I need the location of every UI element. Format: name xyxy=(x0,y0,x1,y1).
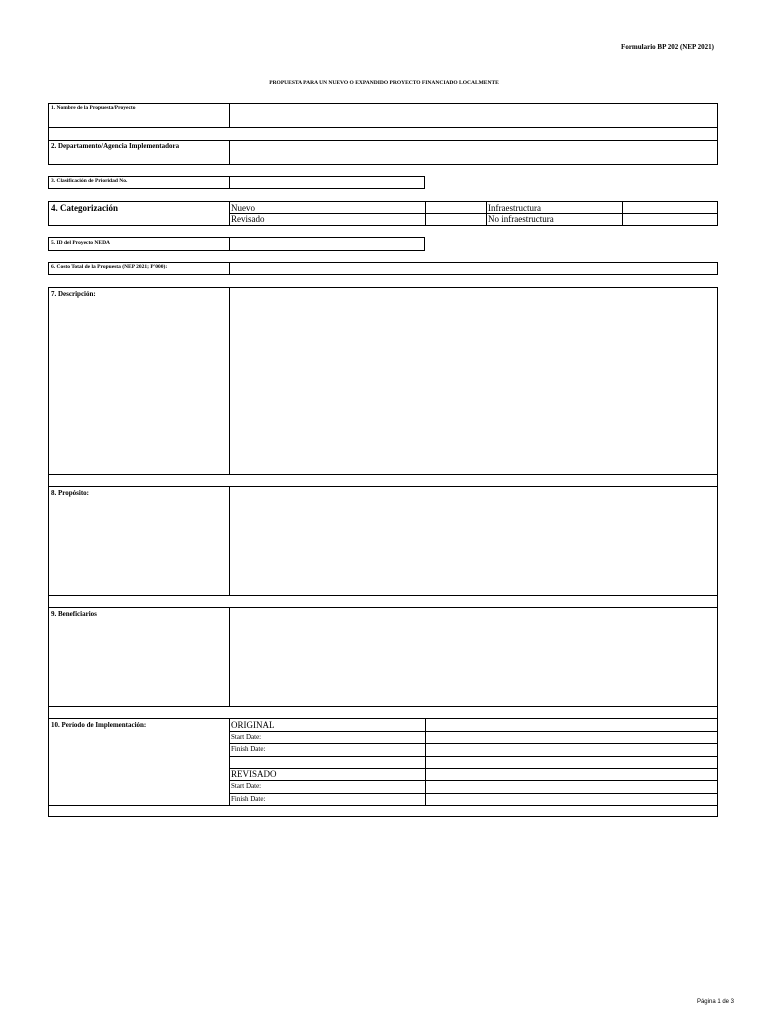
block-total-cost xyxy=(48,262,718,275)
form-code: Formulario BP 202 (NEP 2021) xyxy=(621,43,714,51)
total-cost-input[interactable] xyxy=(231,264,717,274)
revisado-cell[interactable] xyxy=(427,769,717,779)
page-title: PROPUESTA PARA UN NUEVO O EXPANDIDO PROYECTO FINANCIADO LOCALMENTE xyxy=(269,80,499,86)
department-input[interactable] xyxy=(231,141,717,163)
row-label-original: ORIGINAL xyxy=(231,720,275,730)
beneficiaries-textarea[interactable] xyxy=(231,609,717,705)
block-beneficiaries xyxy=(48,607,718,719)
block-neda-id xyxy=(48,237,425,251)
no-infraestructura-check-cell[interactable] xyxy=(624,214,717,224)
neda-id-input[interactable] xyxy=(231,239,424,250)
page-number: Página 1 de 3 xyxy=(696,999,734,1005)
field-label-beneficiaries: 9. Beneficiarios xyxy=(51,610,97,618)
finish-date-revisado-input[interactable] xyxy=(427,794,717,804)
option-infraestructura: Infraestructura xyxy=(488,203,541,213)
field-label-total-cost: 6. Costo Total de la Propuesta (NEP 2021; P'000): xyxy=(51,264,168,270)
row-label-finish-date-original: Finish Date: xyxy=(231,745,266,753)
option-no-infraestructura: No infraestructura xyxy=(488,214,554,224)
field-label-implementation-period: 10. Período de Implementación: xyxy=(51,721,147,729)
block-description xyxy=(48,287,718,487)
finish-date-original-input[interactable] xyxy=(427,744,717,755)
block-priority xyxy=(48,176,425,189)
priority-input[interactable] xyxy=(231,178,424,188)
infraestructura-check-cell[interactable] xyxy=(624,203,717,213)
option-nuevo: Nuevo xyxy=(231,203,255,213)
start-date-original-input[interactable] xyxy=(427,732,717,742)
nuevo-check-cell[interactable] xyxy=(427,203,485,213)
purpose-textarea[interactable] xyxy=(231,488,717,594)
description-textarea[interactable] xyxy=(231,289,717,473)
field-label-priority: 3. Clasificación de Prioridad No. xyxy=(51,178,128,184)
field-label-categorization: 4. Categorización xyxy=(51,203,118,213)
start-date-revisado-input[interactable] xyxy=(427,781,717,792)
row-label-revisado: REVISADO xyxy=(231,769,277,779)
row-label-finish-date-revisado: Finish Date: xyxy=(231,795,266,803)
project-name-input[interactable] xyxy=(231,105,717,126)
spacer-cell[interactable] xyxy=(427,757,717,767)
row-label-start-date-original: Start Date: xyxy=(231,733,262,741)
original-cell[interactable] xyxy=(427,720,717,730)
block-categorization xyxy=(48,201,718,226)
revisado-check-cell[interactable] xyxy=(427,214,485,224)
field-label-purpose: 8. Propósito: xyxy=(51,489,89,497)
block-implementation-period xyxy=(48,718,718,817)
row-label-start-date-revisado: Start Date: xyxy=(231,782,262,790)
field-label-neda-id: 5. ID del Proyecto NEDA xyxy=(51,240,111,246)
block-purpose xyxy=(48,486,718,608)
block-name-department xyxy=(48,103,718,165)
field-label-description: 7. Descripción: xyxy=(51,290,96,298)
field-label-department: 2. Departamento/Agencia Implementadora xyxy=(51,142,180,150)
option-revisado: Revisado xyxy=(231,214,265,224)
field-label-project-name: 1. Nombre de la Propuesta/Proyecto xyxy=(51,105,136,111)
